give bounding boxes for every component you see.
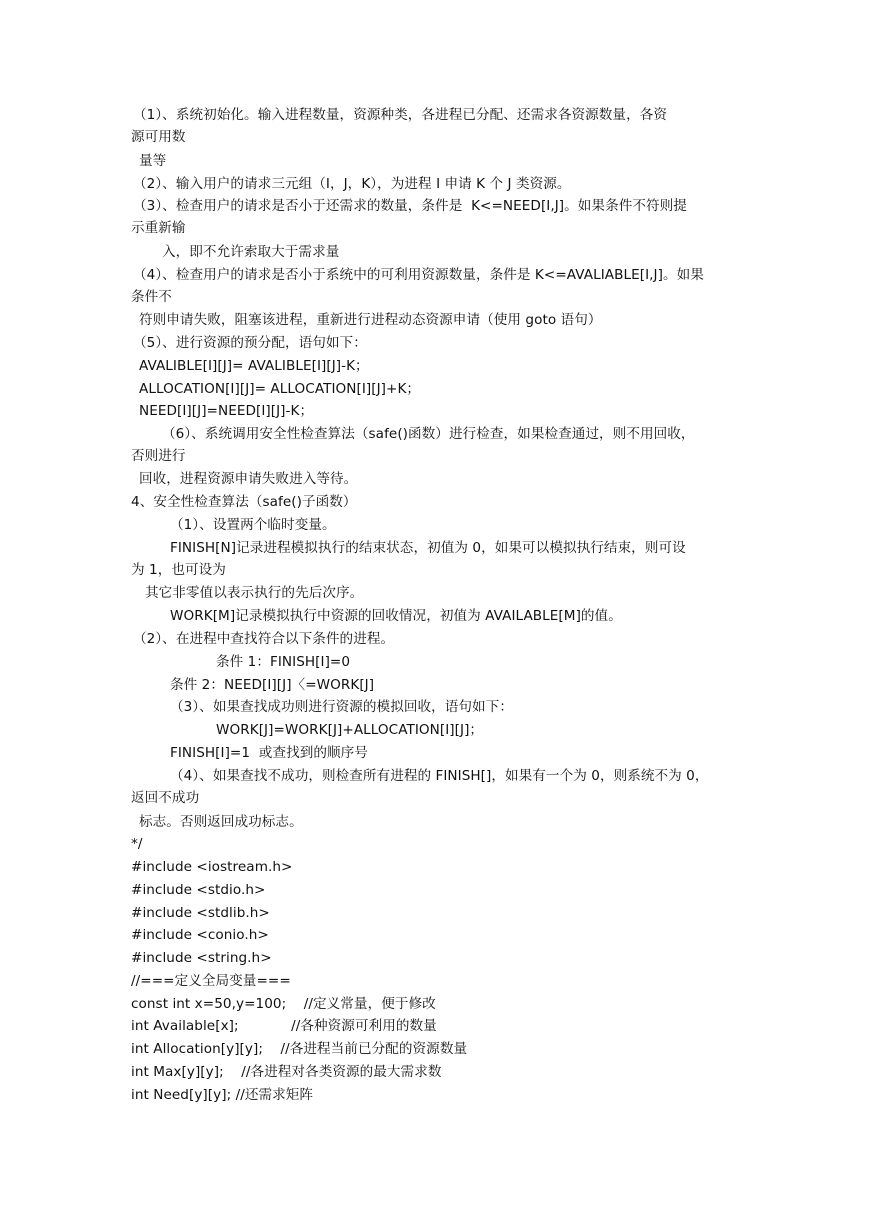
code-line: int Available[x]; //各种资源可利用的数量: [131, 1018, 437, 1034]
code-line: AVALIBLE[I][J]= AVALIBLE[I][J]-K；: [139, 358, 369, 374]
text-line: （3）、如果查找成功则进行资源的模拟回收，语句如下：: [170, 699, 513, 715]
text-line: 量等: [139, 153, 167, 169]
text-line: FINISH[N]记录进程模拟执行的结束状态，初值为 0，如果可以模拟执行结束，则可设: [170, 540, 686, 556]
code-line: ALLOCATION[I][J]= ALLOCATION[I][J]+K；: [139, 381, 421, 397]
text-line: 回收，进程资源申请失败进入等待。: [139, 471, 358, 487]
text-line: 其它非零值以表示执行的先后次序。: [145, 585, 364, 601]
code-line: #include <stdio.h>: [131, 882, 266, 898]
code-line: int Max[y][y]; //各进程对各类资源的最大需求数: [131, 1064, 442, 1080]
text-line: （5）、进行资源的预分配，语句如下：: [133, 335, 367, 351]
text-line: （4）、如果查找不成功，则检查所有进程的 FINISH[]，如果有一个为 0，则系统不为 0，: [170, 768, 709, 784]
code-line: #include <stdlib.h>: [131, 905, 270, 921]
text-line: （6）、系统调用安全性检查算法（safe()函数）进行检查，如果检查通过，则不用回收，: [162, 426, 695, 442]
code-line: const int x=50,y=100; //定义常量，便于修改: [131, 996, 436, 1012]
text-line: 否则进行: [131, 448, 186, 464]
text-line: （1）、系统初始化。输入进程数量，资源种类，各进程已分配、还需求各资源数量，各资: [133, 107, 668, 123]
text-line: FINISH[I]=1 或查找到的顺序号: [170, 745, 368, 761]
text-line: 为 1，也可设为: [131, 562, 226, 578]
text-line: 返回不成功: [131, 790, 200, 806]
code-line: */: [131, 836, 143, 852]
code-line: WORK[J]=WORK[J]+ALLOCATION[I][J]；: [216, 722, 484, 738]
text-line: （2）、在进程中查找符合以下条件的进程。: [133, 631, 395, 647]
text-line: （4）、检查用户的请求是否小于系统中的可利用资源数量，条件是 K<=AVALIABLE[I,J]。如果: [133, 267, 704, 283]
code-line: NEED[I][J]=NEED[I][J]-K；: [139, 403, 314, 419]
text-line: 示重新输: [131, 220, 186, 236]
text-line: （1）、设置两个临时变量。: [170, 517, 336, 533]
text-line: 条件 1：FINISH[I]=0: [216, 654, 351, 670]
text-line: （2）、输入用户的请求三元组（I，J，K），为进程 I 申请 K 个 J 类资源。: [133, 176, 571, 192]
text-line: 条件 2：NEED[I][J]〈=WORK[J]: [170, 677, 375, 693]
text-line: 符则申请失败，阻塞该进程，重新进行进程动态资源申请（使用 goto 语句）: [139, 312, 602, 328]
section-heading: 4、安全性检查算法（safe()子函数）: [131, 494, 357, 510]
text-line: （3）、检查用户的请求是否小于还需求的数量，条件是 K<=NEED[I,J]。如果条件不符则提: [133, 198, 687, 214]
text-line: 条件不: [131, 289, 172, 305]
code-line: #include <iostream.h>: [131, 859, 293, 875]
text-line: 源可用数: [131, 129, 186, 145]
text-line: WORK[M]记录模拟执行中资源的回收情况，初值为 AVAILABLE[M]的值。: [170, 608, 622, 624]
code-line: #include <conio.h>: [131, 927, 269, 943]
code-line: int Allocation[y][y]; //各进程当前已分配的资源数量: [131, 1041, 468, 1057]
text-line: 标志。否则返回成功标志。: [139, 814, 303, 830]
code-comment-line: //===定义全局变量===: [131, 973, 291, 989]
code-line: #include <string.h>: [131, 950, 272, 966]
text-line: 入，即不允许索取大于需求量: [162, 244, 340, 260]
code-line: int Need[y][y]; //还需求矩阵: [131, 1087, 314, 1103]
